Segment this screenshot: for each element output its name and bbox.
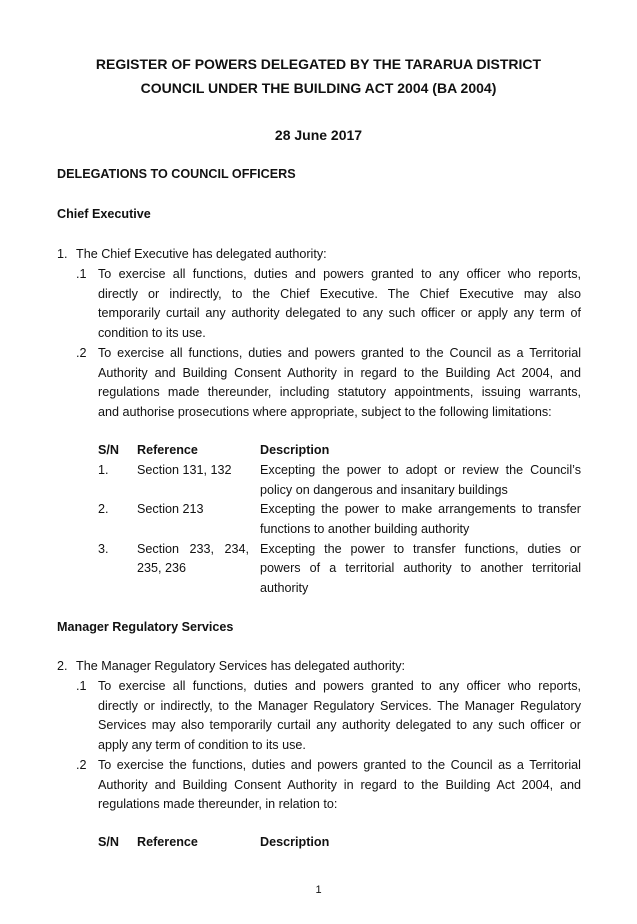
table-cell-description: functions to another building authority: [260, 522, 470, 536]
paragraph-line: directly or indirectly, to the Manager Regulatory Services. The Manager Regulatory: [98, 699, 581, 713]
paragraph-line: Authority and Building Consent Authority in regard to the Building Act 2004, and: [98, 778, 581, 792]
document-title-line-1: REGISTER OF POWERS DELEGATED BY THE TARARUA DISTRICT: [95, 56, 542, 72]
paragraph-line: To exercise all functions, duties and powers granted to any officer who reports,: [98, 267, 581, 281]
paragraph-line: temporarily curtail any authority delegated to any such officer or apply any term of: [98, 306, 581, 320]
paragraph-line: Authority and Building Consent Authority in regard to the Building Act 2004, and: [98, 366, 581, 380]
subclause-number: .2: [76, 346, 87, 360]
table-header-description: Description: [260, 443, 330, 457]
table-cell-description: Excepting the power to adopt or review the Council’s: [260, 463, 581, 477]
table-cell-reference: Section 131, 132: [137, 463, 232, 477]
paragraph-line: directly or indirectly, to the Chief Executive. The Chief Executive may also: [98, 287, 581, 301]
table-cell-reference: Section 213: [137, 502, 204, 516]
paragraph-line: condition to its use.: [98, 326, 206, 340]
clause-intro: The Manager Regulatory Services has delegated authority:: [76, 659, 406, 673]
table-cell-description: powers of a territorial authority to another territorial: [260, 561, 581, 575]
table-header-description: Description: [260, 835, 330, 849]
paragraph-line: Services may also temporarily curtail any authority delegated to any such officer or: [98, 718, 581, 732]
page-number: 1: [315, 884, 322, 896]
table-cell-description: Excepting the power to make arrangements to transfer: [260, 502, 581, 516]
table-header-reference: Reference: [137, 835, 198, 849]
clause-intro: The Chief Executive has delegated authority:: [76, 247, 327, 261]
paragraph-line: and authorise prosecutions where appropriate, subject to the following limitations:: [98, 405, 552, 419]
paragraph-line: apply any term of condition to its use.: [98, 738, 306, 752]
table-cell-reference: Section 233, 234,: [137, 542, 249, 556]
paragraph-line: To exercise all functions, duties and powers granted to any officer who reports,: [98, 679, 581, 693]
subclause-number: .2: [76, 758, 87, 772]
document-date: 28 June 2017: [274, 127, 363, 143]
manager-regulatory-heading: Manager Regulatory Services: [57, 620, 234, 634]
paragraph-line: To exercise all functions, duties and powers granted to the Council as a Territorial: [98, 346, 581, 360]
table-header-reference: Reference: [137, 443, 198, 457]
table-cell-sn: 1.: [98, 463, 109, 477]
table-cell-description: policy on dangerous and insanitary buildings: [260, 483, 508, 497]
paragraph-line: regulations made thereunder, in relation to:: [98, 797, 338, 811]
section-heading: DELEGATIONS TO COUNCIL OFFICERS: [57, 167, 296, 181]
chief-executive-heading: Chief Executive: [57, 207, 151, 221]
table-header-sn: S/N: [98, 443, 119, 457]
table-cell-description: authority: [260, 581, 309, 595]
table-cell-reference: 235, 236: [137, 561, 187, 575]
table-cell-sn: 2.: [98, 502, 109, 516]
clause-number: 1.: [57, 247, 68, 261]
table-cell-sn: 3.: [98, 542, 109, 556]
document-title-line-2: COUNCIL UNDER THE BUILDING ACT 2004 (BA 2004): [140, 80, 497, 96]
subclause-number: .1: [76, 679, 87, 693]
table-header-sn: S/N: [98, 835, 119, 849]
subclause-number: .1: [76, 267, 87, 281]
paragraph-line: To exercise the functions, duties and powers granted to the Council as a Territorial: [98, 758, 581, 772]
clause-number: 2.: [57, 659, 68, 673]
table-cell-description: Excepting the power to transfer functions, duties or: [260, 542, 581, 556]
paragraph-line: regulations made thereunder, including statutory appointments, issuing warrants,: [98, 385, 581, 399]
